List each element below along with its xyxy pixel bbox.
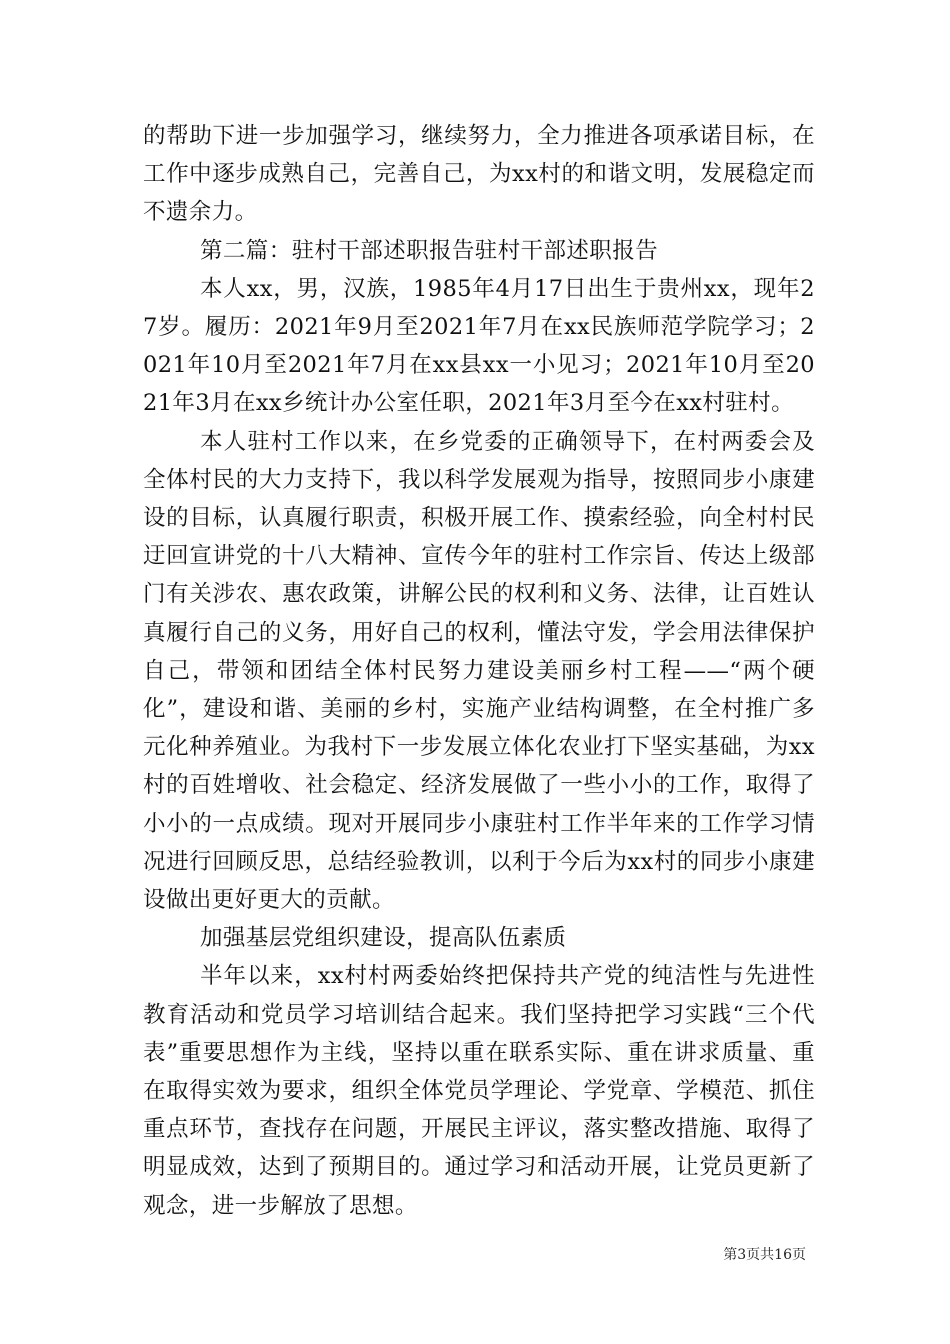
- section-title: 第二篇：驻村干部述职报告驻村干部述职报告: [200, 237, 659, 264]
- page-number-footer: 第3页共16页: [723, 1247, 806, 1263]
- subsection-title: 加强基层党组织建设，提高队伍素质: [200, 925, 567, 952]
- document-body: [143, 117, 815, 1225]
- paragraph-resume: 本人xx，男，汉族，1985年4月17日出生于贵州xx，现年27岁。履历：2021年9月至2021年7月在xx民族师范学院学习；2021年10月至2021年7月在xx县xx一小见习；2021年10月至2021年3月在xx乡统计办公室任职，2021年3月至今在xx村驻村。: [143, 275, 815, 417]
- paragraph-work-summary: 本人驻村工作以来，在乡党委的正确领导下，在村两委会及全体村民的大力支持下，我以科学发展观为指导，按照同步小康建设的目标，认真履行职责，积极开展工作、摸索经验，向全村村民迂回宣讲党的十八大精神、宣传今年的驻村工作宗旨、传达上级部门有关涉农、惠农政策，讲解公民的权利和义务、法律，让百姓认真履行自己的义务，用好自己的权利，懂法守发，学会用法律保护自己，带领和团结全体村民努力建设美丽乡村工程——“两个硬化”，建设和谐、美丽的乡村，实施产业结构调整，在全村推广多元化种养殖业。为我村下一步发展立体化农业打下坚实基础，为xx村的百姓增收、社会稳定、经济发展做了一些小小的工作，取得了小小的一点成绩。现对开展同步小康驻村工作半年来的工作学习情况进行回顾反思，总结经验教训，以利于今后为xx村的同步小康建设做出更好更大的贡献。: [143, 428, 815, 914]
- paragraph-continuation: 的帮助下进一步加强学习，继续努力，全力推进各项承诺目标，在工作中逐步成熟自己，完善自己，为xx村的和谐文明，发展稳定而不遗余力。: [143, 123, 815, 226]
- paragraph-party-building: 半年以来，xx村村两委始终把保持共产党的纯洁性与先进性教育活动和党员学习培训结合起来。我们坚持把学习实践“三个代表”重要思想作为主线，坚持以重在联系实际、重在讲求质量、重在取得实效为要求，组织全体党员学理论、学党章、学模范、抓住重点环节，查找存在问题，开展民主评议，落实整改措施、取得了明显成效，达到了预期目的。通过学习和活动开展，让党员更新了观念，进一步解放了思想。: [143, 963, 815, 1219]
